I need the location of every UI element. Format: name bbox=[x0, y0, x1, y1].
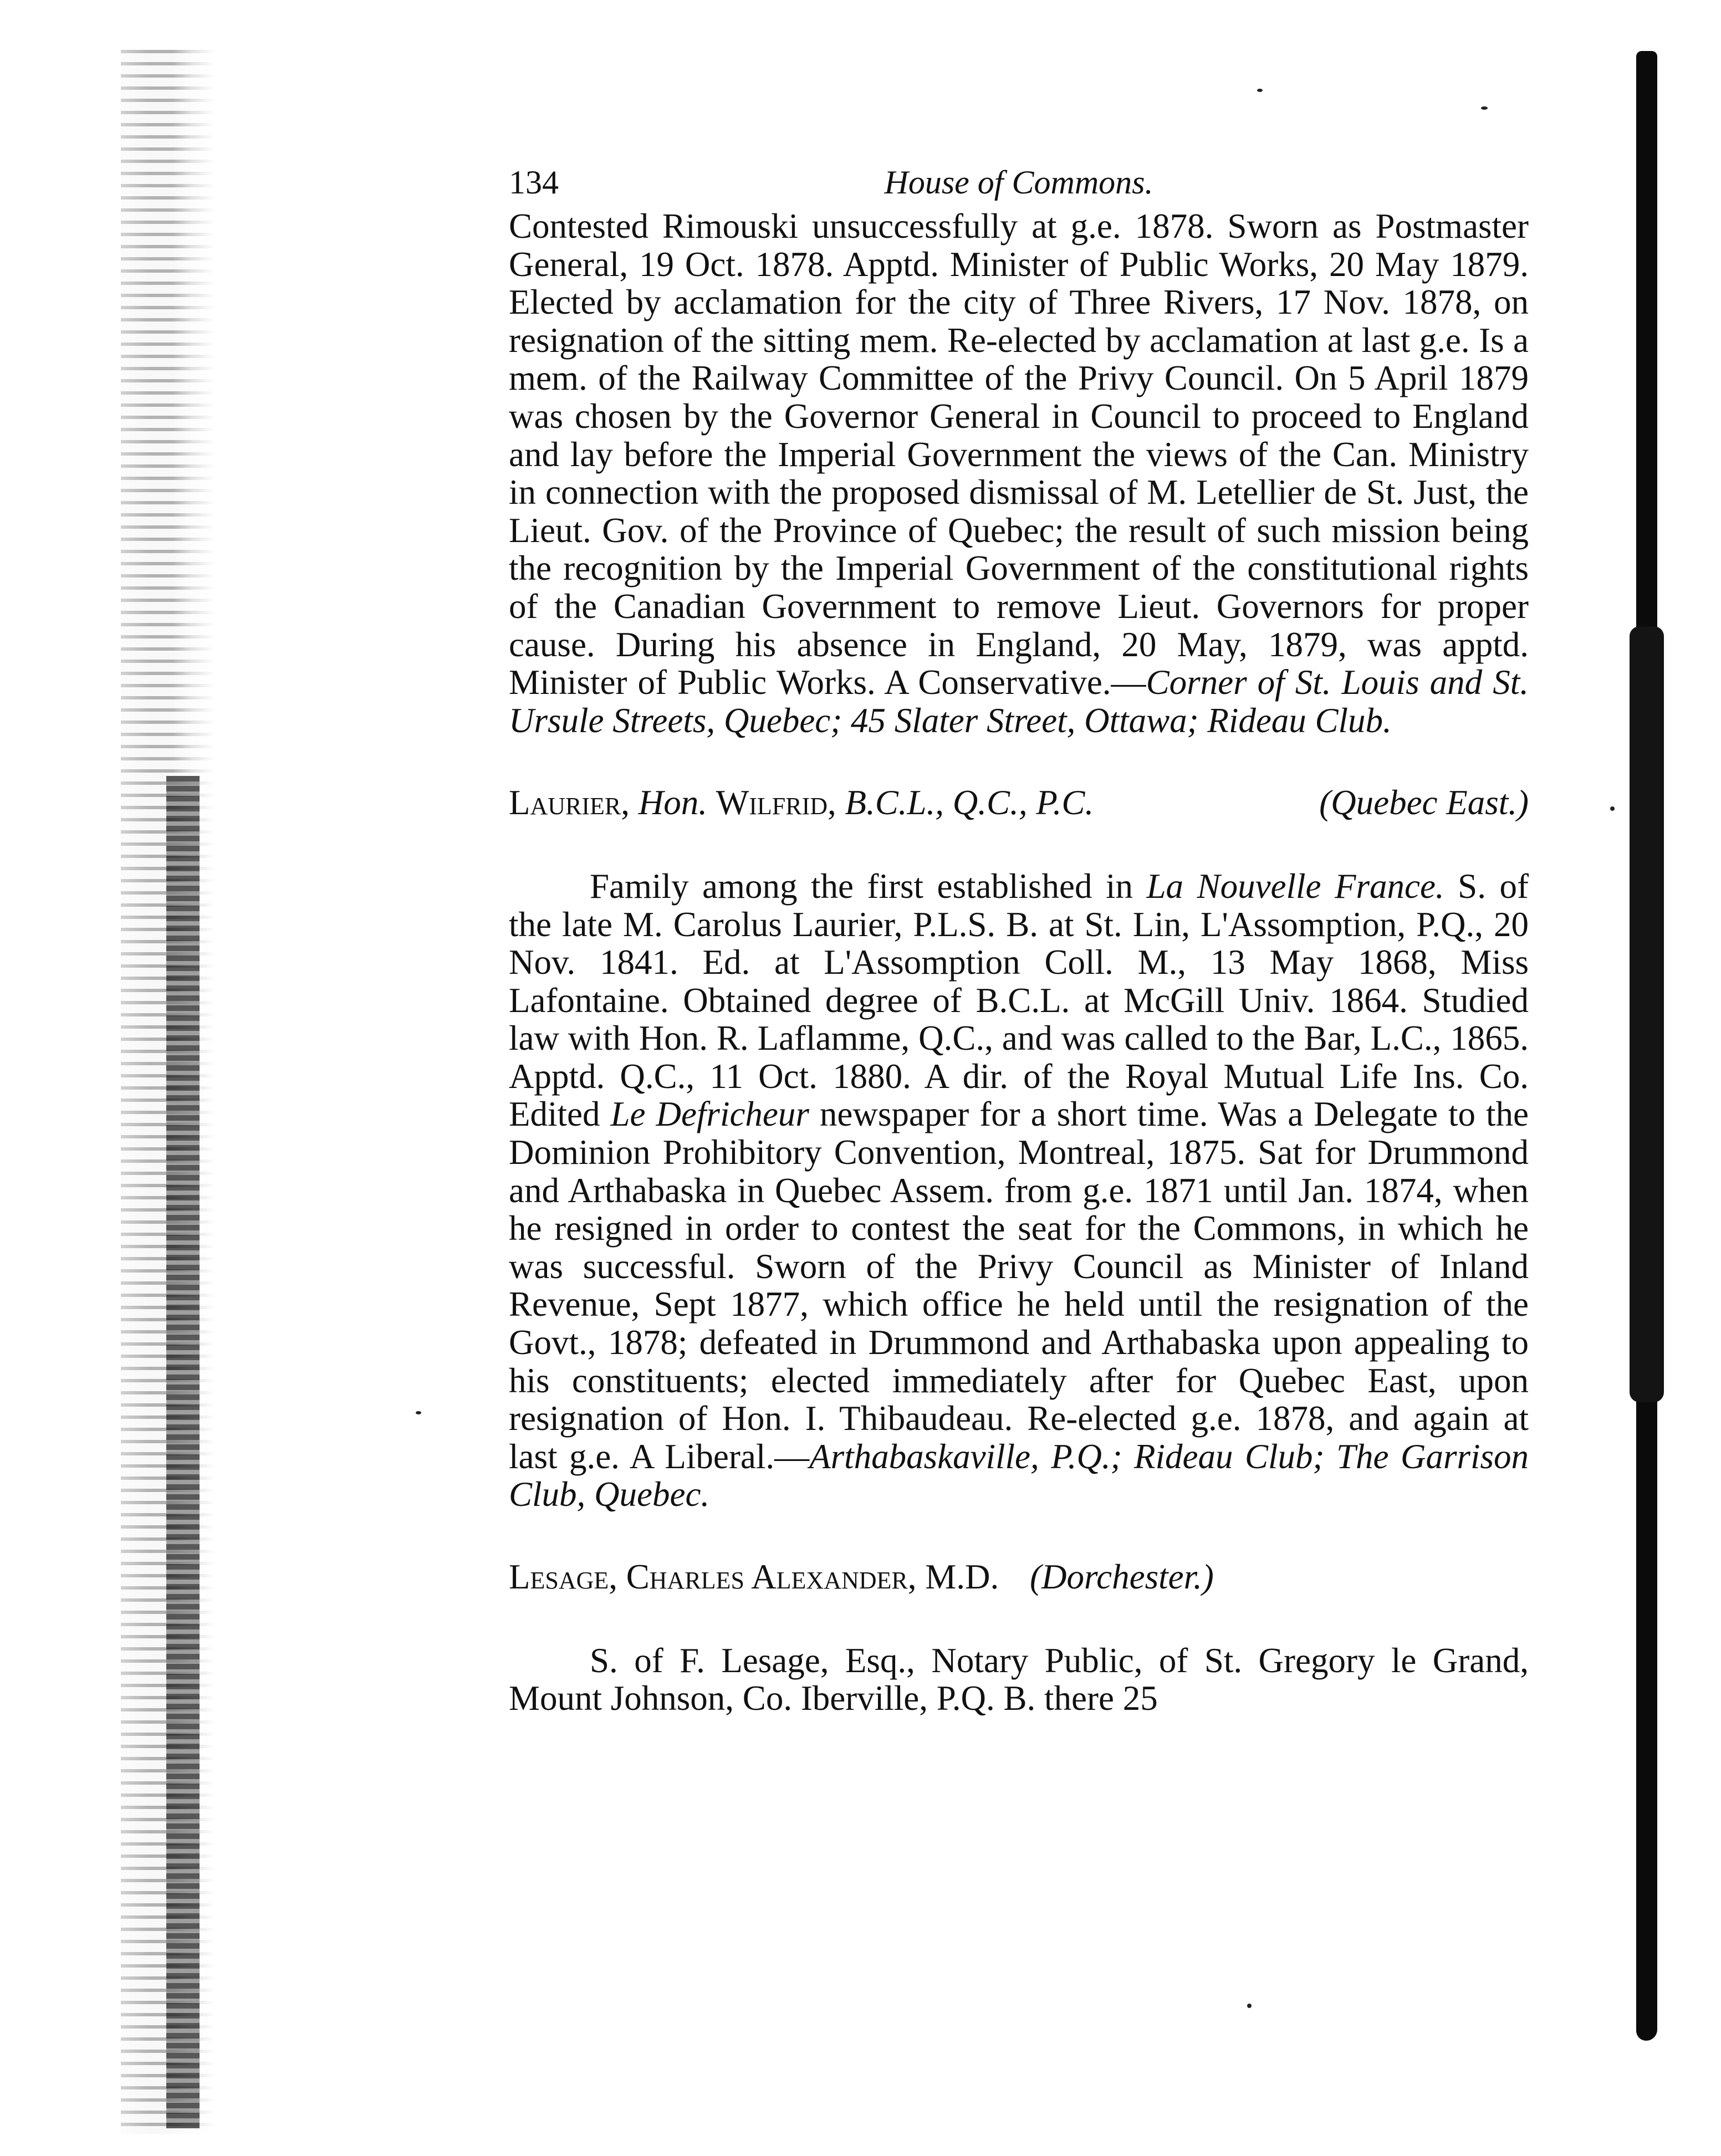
entry-degrees: B.C.L., Q.C., P.C. bbox=[845, 783, 1094, 822]
scan-speck bbox=[1257, 89, 1263, 92]
scan-speck bbox=[416, 1411, 421, 1414]
entry-given-name: Wilfrid, bbox=[716, 783, 836, 822]
page-header bbox=[509, 161, 1529, 204]
scan-page-edge-thick bbox=[1630, 626, 1664, 1402]
entry-body-laurier bbox=[509, 867, 1529, 1514]
page-number: 134 bbox=[509, 164, 559, 201]
entry-heading-laurier bbox=[509, 784, 1529, 822]
entry-address: Arthabaskaville, P.Q.; Rideau Club; The Garrison Club, Quebec. bbox=[509, 1437, 1529, 1514]
entry-surname: Lesage, bbox=[509, 1557, 618, 1596]
continued-entry bbox=[509, 207, 1529, 739]
entry-constituency: (Dorchester.) bbox=[1030, 1557, 1214, 1596]
entry-constituency: (Quebec East.) bbox=[1319, 783, 1529, 822]
scan-binding-shadow-dark bbox=[166, 776, 200, 2128]
scan-speck bbox=[1247, 2004, 1252, 2008]
entry-degrees: M.D. bbox=[925, 1557, 999, 1596]
continued-entry-address: Corner of St. Louis and St. Ursule Streets, Quebec; 45 Slater Street, Ottawa; Rideau Club. bbox=[509, 663, 1529, 740]
entry-body-lesage bbox=[509, 1642, 1529, 1718]
running-title: House of Commons. bbox=[884, 164, 1153, 201]
entry-text: S. of the late M. Carolus Laurier, P.L.S. B. at St. Lin, L'Assomption, P.Q., 20 Nov. 1841. Ed. at L'Assomption Coll. M., 13 May 1868, Miss Lafontaine. Obtained degree of B.C.L. at McGill Univ. 1864. Studied law with Hon. R. Laflamme, Q.C., and was called to the Bar, L.C., 1865. Apptd. Q.C., 11 Oct. 1880. A dir. of the Royal Mutual Life Ins. Co. Edited bbox=[509, 866, 1529, 1134]
entry-text-italic: La Nouvelle France. bbox=[1146, 866, 1444, 906]
continued-entry-text: Contested Rimouski unsuccessfully at g.e. 1878. Sworn as Postmaster General, 19 Oct. 1878. Apptd. Minister of Public Works, 20 May 1879. Elected by acclamation for the city of Three Rivers, 17 Nov. 1878, on resignation of the sitting mem. Re-elected by acclamation at last g.e. Is a mem. of the Railway Committee of the Privy Council. On 5 April 1879 was chosen by the Governor General in Council to proceed to England and lay before the Imperial Government the views of the Can. Ministry in connection with the proposed dismissal of M. Letellier de St. Just, the Lieut. Gov. of the Province of Quebec; the result of such mission being the recognition by the Imperial Government of the constitutional rights of the Canadian Government to remove Lieut. Governors for proper cause. During his absence in England, 20 May, 1879, was apptd. Minister of Public Works. A Conservative.— bbox=[509, 207, 1529, 702]
entry-text-italic: Le Defricheur bbox=[610, 1095, 809, 1134]
scan-speck bbox=[1481, 106, 1488, 110]
book-page bbox=[509, 161, 1529, 1718]
entry-text: newspaper for a short time. Was a Delegate to the Dominion Prohibitory Convention, Montreal, 1875. Sat for Drummond and Arthabaska in Quebec Assem. from g.e. 1871 until Jan. 1874, when he resigned in order to contest the seat for the Commons, in which he was successful. Sworn of the Privy Council as Minister of Inland Revenue, Sept 1877, which office he held until the resignation of the Govt., 1878; defeated in Drummond and Arthabaska upon appealing to his constituents; elected immediately after for Quebec East, upon resignation of Hon. I. Thibaudeau. Re-elected g.e. 1878, and again at last g.e. A Liberal.— bbox=[509, 1095, 1529, 1476]
scan-speck bbox=[1610, 806, 1615, 811]
entry-text: S. of F. Lesage, Esq., Notary Public, of St. Gregory le Grand, Mount Johnson, Co. Iberville, P.Q. B. there 25 bbox=[509, 1641, 1529, 1718]
entry-honorific: Hon. bbox=[638, 783, 708, 822]
entry-surname: Laurier, bbox=[509, 783, 630, 822]
entry-text: Family among the first established in bbox=[590, 866, 1147, 906]
entry-heading-lesage bbox=[509, 1558, 1529, 1596]
entry-given-name: Charles Alexander, bbox=[626, 1557, 917, 1596]
